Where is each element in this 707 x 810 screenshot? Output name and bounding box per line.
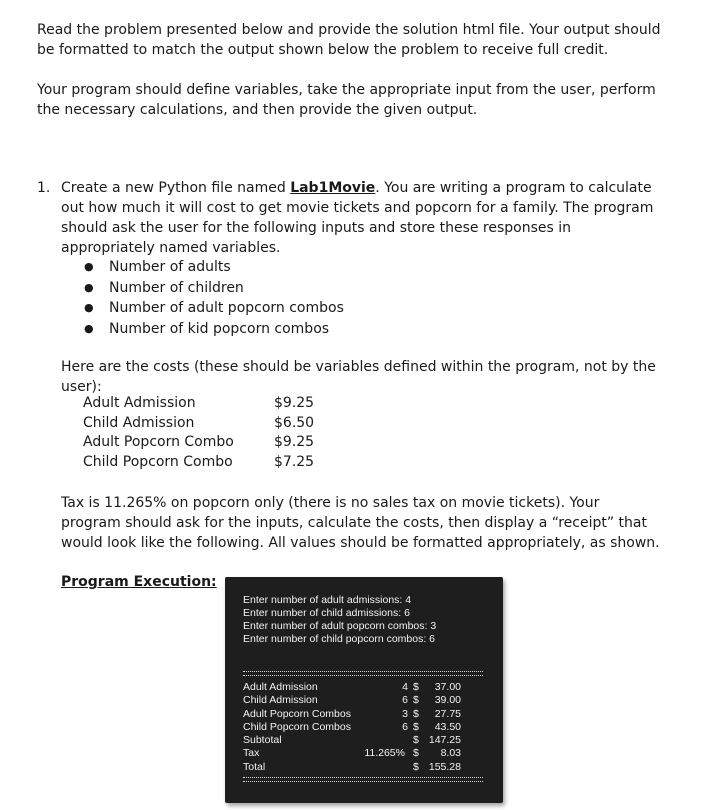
costs-table bbox=[83, 395, 314, 473]
receipt-label: Child Admission bbox=[243, 694, 318, 707]
program-execution-label: Program Execution: bbox=[61, 574, 217, 590]
intro-paragraph-1: Read the problem presented below and provide the solution html file. Your output should be formatted to match the output shown below the problem to receive full credit. bbox=[37, 22, 661, 58]
receipt-dollar: $ bbox=[413, 694, 419, 707]
receipt-amount: 43.50 bbox=[434, 720, 461, 733]
divider bbox=[243, 777, 483, 782]
problem-number: 1. bbox=[37, 180, 51, 196]
receipt-row bbox=[243, 708, 483, 721]
receipt-label: Adult Popcorn Combos bbox=[243, 707, 351, 720]
terminal-screenshot bbox=[225, 577, 503, 803]
divider bbox=[243, 671, 483, 676]
cost-name: Adult Popcorn Combo bbox=[83, 434, 234, 450]
input-list bbox=[84, 257, 344, 339]
cost-name: Child Admission bbox=[83, 414, 195, 431]
table-row bbox=[83, 434, 314, 454]
receipt-row bbox=[243, 734, 483, 747]
receipt-amount: 155.28 bbox=[428, 760, 461, 773]
receipt-dollar: $ bbox=[413, 760, 419, 773]
receipt-qty: 3 bbox=[402, 707, 408, 720]
receipt-amount: 37.00 bbox=[434, 681, 461, 693]
receipt-label: Adult Admission bbox=[243, 681, 318, 693]
intro-paragraph-2: Your program should define variables, take the appropriate input from the user, perform the necessary calculations, and then provide the given output. bbox=[37, 82, 656, 118]
cost-price: $9.25 bbox=[274, 434, 315, 450]
receipt-dollar: $ bbox=[413, 707, 419, 720]
problem-text-after: . You are writing a program to calculate out how much it will cost to get movie tickets and popcorn for a family. The program should ask the user for the following inputs and store these responses in appropriately named variables. bbox=[61, 180, 654, 256]
terminal-line: Enter number of child admissions: 6 bbox=[243, 607, 410, 619]
receipt-amount: 8.03 bbox=[440, 747, 461, 760]
table-row bbox=[83, 454, 314, 474]
problem-text-before: Create a new Python file named bbox=[61, 180, 291, 196]
list-item: ● Number of kid popcorn combos bbox=[84, 319, 344, 340]
table-row bbox=[83, 415, 314, 435]
receipt-label: Subtotal bbox=[243, 734, 282, 747]
list-item: ● Number of adult popcorn combos bbox=[84, 298, 344, 319]
receipt-amount: 147.25 bbox=[428, 734, 461, 747]
receipt-label: Total bbox=[243, 760, 266, 773]
receipt-label: Child Popcorn Combos bbox=[243, 720, 351, 733]
list-item: ● Number of children bbox=[84, 278, 344, 299]
cost-name: Child Popcorn Combo bbox=[83, 453, 233, 470]
receipt-label: Tax bbox=[243, 747, 260, 760]
receipt-qty: 6 bbox=[402, 694, 408, 707]
receipt-row bbox=[243, 694, 483, 707]
terminal-input-lines bbox=[243, 594, 436, 646]
costs-intro: Here are the costs (these should be variables defined within the program, not by the user): bbox=[61, 359, 656, 395]
cost-name: Adult Admission bbox=[83, 395, 196, 411]
receipt bbox=[243, 681, 483, 774]
receipt-qty: 11.265% bbox=[364, 747, 405, 760]
cost-price: $9.25 bbox=[274, 395, 315, 411]
receipt-row bbox=[243, 721, 483, 734]
table-row bbox=[83, 395, 314, 415]
receipt-dollar: $ bbox=[413, 734, 419, 747]
list-item: ● Number of adults bbox=[84, 257, 344, 278]
problem-text bbox=[61, 178, 666, 258]
receipt-dollar: $ bbox=[413, 720, 419, 733]
tax-paragraph: Tax is 11.265% on popcorn only (there is no sales tax on movie tickets). Your program should ask for the inputs, calculate the costs, then display a “receipt” that would look like the following. All values should be formatted appropriately, as shown. bbox=[61, 495, 660, 551]
receipt-qty: 6 bbox=[402, 720, 408, 733]
receipt-dollar: $ bbox=[413, 747, 419, 760]
terminal-line: Enter number of child popcorn combos: 6 bbox=[243, 633, 436, 645]
receipt-row bbox=[243, 747, 483, 760]
terminal-line: Enter number of adult popcorn combos: 3 bbox=[243, 620, 437, 632]
receipt-row bbox=[243, 681, 483, 694]
receipt-dollar: $ bbox=[413, 681, 419, 693]
cost-price: $7.25 bbox=[274, 453, 315, 470]
receipt-qty: 4 bbox=[402, 681, 408, 693]
receipt-amount: 27.75 bbox=[434, 707, 461, 720]
receipt-amount: 39.00 bbox=[434, 694, 461, 707]
terminal-line: Enter number of adult admissions: 4 bbox=[243, 594, 412, 606]
cost-price: $6.50 bbox=[274, 414, 315, 431]
problem-filename: Lab1Movie bbox=[290, 180, 376, 196]
receipt-row bbox=[243, 761, 483, 774]
